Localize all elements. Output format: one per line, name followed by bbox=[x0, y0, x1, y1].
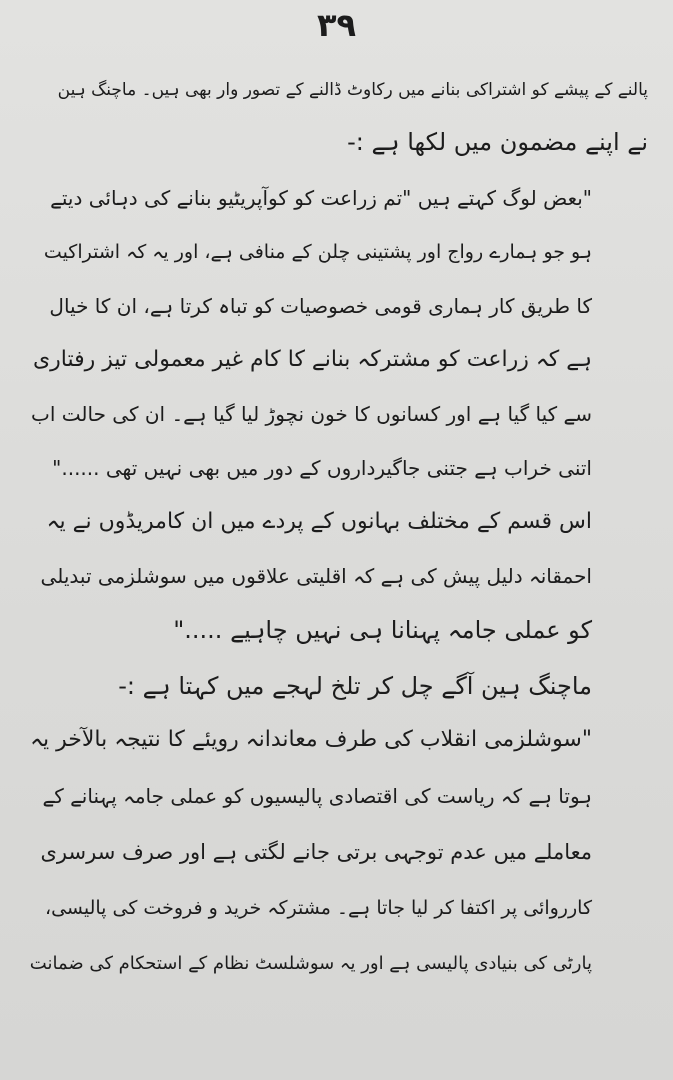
text-line-8: اتنی خراب ہے جتنی جاگیرداروں کے دور میں بھی نہیں تھی ......" bbox=[52, 456, 592, 480]
text-line-3: "بعض لوگ کہتے ہیں "تم زراعت کو کوآپریٹیو بنانے کی دہائی دیتے bbox=[50, 186, 592, 210]
text-line-6: ہے کہ زراعت کو مشترکہ بنانے کا کام غیر معمولی تیز رفتاری bbox=[32, 347, 592, 372]
text-line-14: ہوتا ہے کہ ریاست کی اقتصادی پالیسیوں کو عملی جامہ پہنانے کے bbox=[42, 784, 592, 808]
text-line-5: کا طریق کار ہماری قومی خصوصیات کو تباہ کرتا ہے، ان کا خیال bbox=[49, 294, 592, 318]
page-number: ۳۹ bbox=[316, 6, 357, 44]
text-line-4: ہو جو ہمارے رواج اور پشتینی چلن کے منافی ہے، اور یہ کہ اشتراکیت bbox=[43, 241, 592, 263]
text-line-16: کارروائی پر اکتفا کر لیا جاتا ہے۔ مشترکہ خرید و فروخت کی پالیسی، bbox=[44, 897, 592, 919]
text-line-13: "سوشلزمی انقلاب کی طرف معاندانہ رویئے کا نتیجہ بالآخر یہ bbox=[30, 727, 592, 752]
text-line-10: احمقانہ دلیل پیش کی ہے کہ اقلیتی علاقوں میں سوشلزمی تبدیلی bbox=[40, 564, 592, 588]
text-line-17: پارٹی کی بنیادی پالیسی ہے اور یہ سوشلسٹ نظام کے استحکام کی ضمانت bbox=[29, 953, 592, 974]
text-line-2: نے اپنے مضمون میں لکھا ہے :- bbox=[347, 128, 648, 156]
text-line-7: سے کیا گیا ہے اور کسانوں کا خون نچوڑ لیا گیا ہے۔ ان کی حالت اب bbox=[31, 402, 592, 426]
text-line-15: معاملے میں عدم توجہی برتی جانے لگتی ہے اور صرف سرسری bbox=[40, 840, 592, 864]
text-line-1: پالنے کے پیشے کو اشتراکی بنانے میں رکاوٹ ڈالنے کے تصور وار بھی ہیں۔ ماچنگ ہین bbox=[57, 80, 648, 100]
text-line-12: ماچنگ ہین آگے چل کر تلخ لہجے میں کہتا ہے :- bbox=[118, 672, 592, 700]
text-line-11: کو عملی جامہ پہنانا ہی نہیں چاہیے ....." bbox=[173, 616, 592, 644]
text-line-9: اس قسم کے مختلف بہانوں کے پردے میں ان کامریڈوں نے یہ bbox=[46, 509, 592, 534]
